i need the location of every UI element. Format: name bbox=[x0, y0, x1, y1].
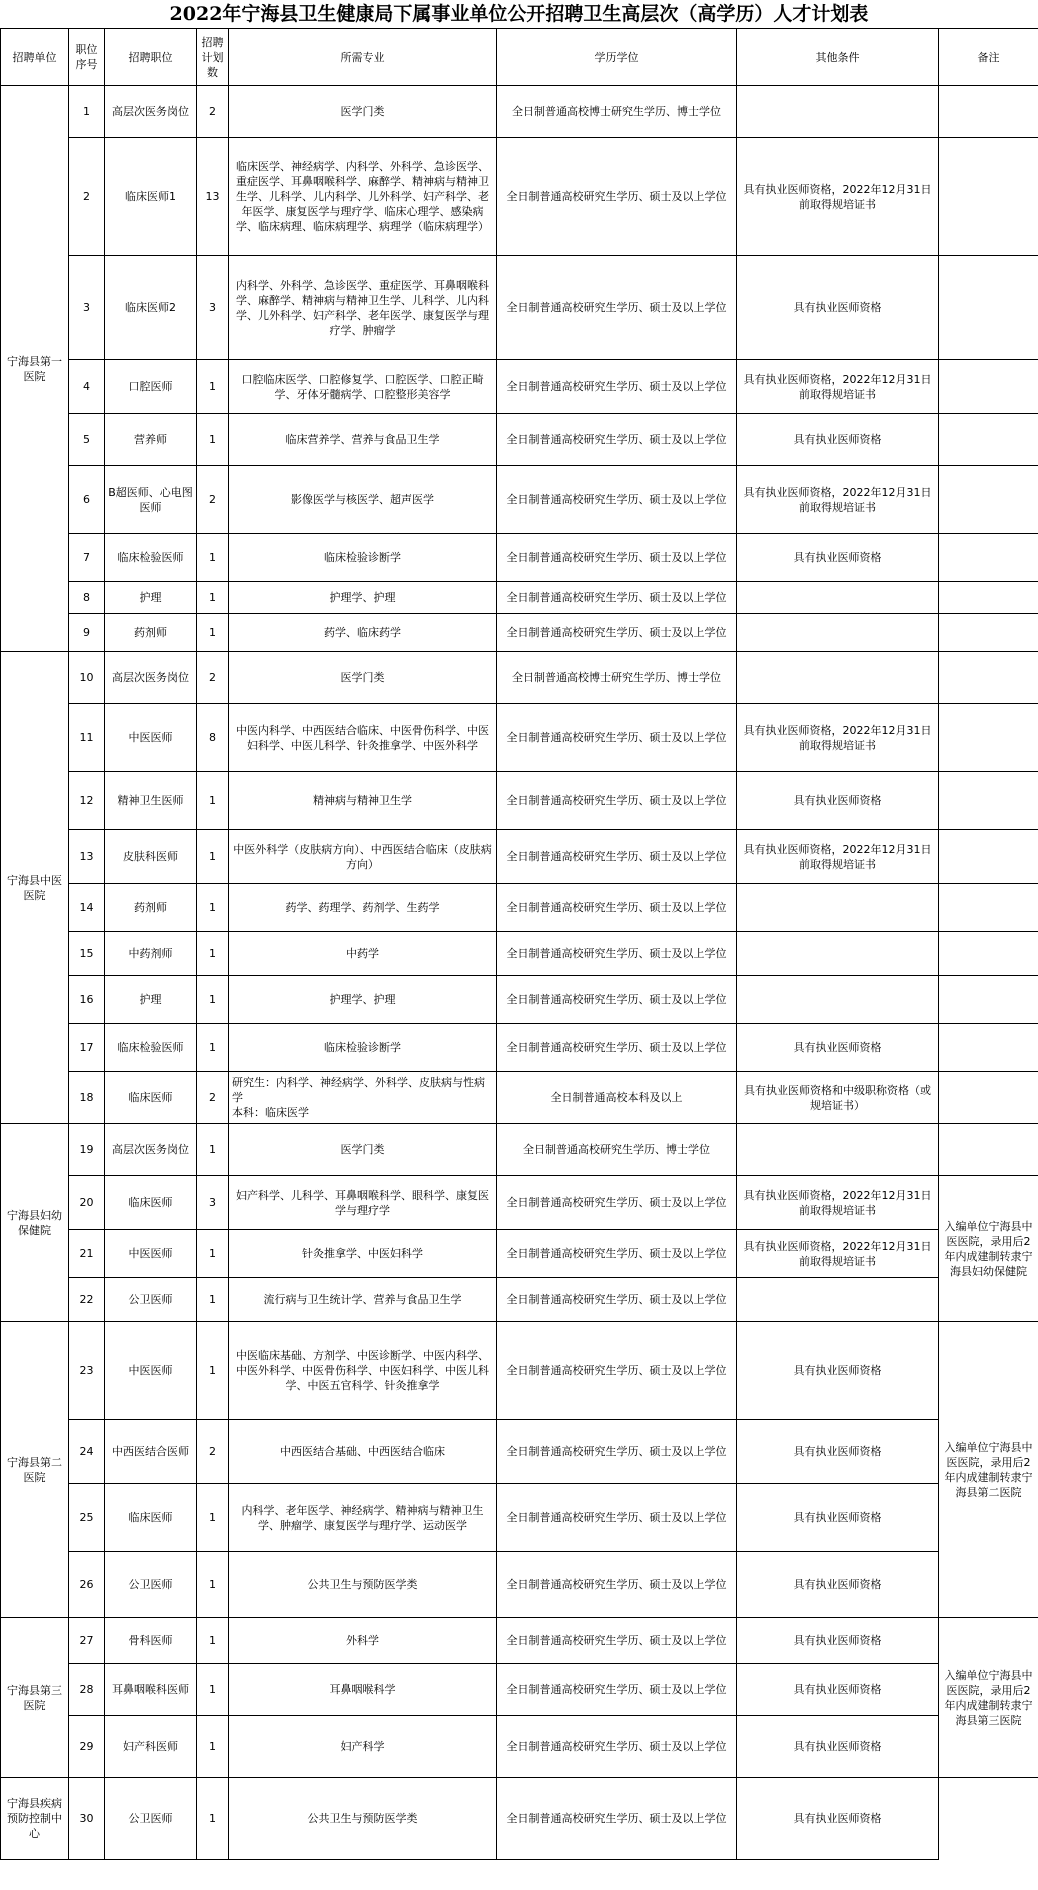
cell-position: 中药剂师 bbox=[105, 932, 197, 976]
cell-position: 临床医师 bbox=[105, 1484, 197, 1552]
cell-position: 护理 bbox=[105, 976, 197, 1024]
cell-major: 中医临床基础、方剂学、中医诊断学、中医内科学、中医外科学、中医骨伤科学、中医妇科学、中医儿科学、中医五官科学、针灸推拿学 bbox=[229, 1322, 497, 1420]
cell-position: 骨科医师 bbox=[105, 1618, 197, 1664]
cell-position: 高层次医务岗位 bbox=[105, 652, 197, 704]
cell-position: 临床医师2 bbox=[105, 256, 197, 360]
cell-seq: 9 bbox=[69, 614, 105, 652]
cell-edu: 全日制普通高校研究生学历、硕士及以上学位 bbox=[497, 1420, 737, 1484]
header-major: 所需专业 bbox=[229, 29, 497, 86]
cell-edu: 全日制普通高校研究生学历、硕士及以上学位 bbox=[497, 256, 737, 360]
cell-count: 1 bbox=[197, 360, 229, 414]
table-row bbox=[1, 414, 1038, 466]
cell-other bbox=[737, 976, 939, 1024]
cell-major: 医学门类 bbox=[229, 86, 497, 138]
cell-unit: 宁海县妇幼保健院 bbox=[1, 1124, 69, 1322]
table-row bbox=[1, 256, 1038, 360]
cell-seq: 17 bbox=[69, 1024, 105, 1072]
cell-seq: 19 bbox=[69, 1124, 105, 1176]
cell-major: 公共卫生与预防医学类 bbox=[229, 1778, 497, 1860]
table-row bbox=[1, 1278, 1038, 1322]
cell-major: 公共卫生与预防医学类 bbox=[229, 1552, 497, 1618]
table-row bbox=[1, 1124, 1038, 1176]
cell-note bbox=[939, 582, 1038, 614]
cell-position: 精神卫生医师 bbox=[105, 772, 197, 830]
cell-count: 1 bbox=[197, 534, 229, 582]
cell-major: 妇产科学 bbox=[229, 1716, 497, 1778]
cell-note bbox=[939, 1024, 1038, 1072]
table-row bbox=[1, 614, 1038, 652]
cell-count: 1 bbox=[197, 1716, 229, 1778]
cell-seq: 20 bbox=[69, 1176, 105, 1230]
cell-note bbox=[939, 466, 1038, 534]
cell-seq: 23 bbox=[69, 1322, 105, 1420]
cell-other: 具有执业医师资格 bbox=[737, 1484, 939, 1552]
table-row bbox=[1, 86, 1038, 138]
cell-unit: 宁海县第二医院 bbox=[1, 1322, 69, 1618]
cell-seq: 7 bbox=[69, 534, 105, 582]
cell-other bbox=[737, 1124, 939, 1176]
cell-position: 高层次医务岗位 bbox=[105, 1124, 197, 1176]
cell-seq: 18 bbox=[69, 1072, 105, 1124]
table-row bbox=[1, 1230, 1038, 1278]
cell-position: 药剂师 bbox=[105, 614, 197, 652]
cell-count: 1 bbox=[197, 1552, 229, 1618]
cell-count: 2 bbox=[197, 1420, 229, 1484]
table-row bbox=[1, 360, 1038, 414]
table-row bbox=[1, 704, 1038, 772]
table-row bbox=[1, 582, 1038, 614]
cell-other: 具有执业医师资格，2022年12月31日前取得规培证书 bbox=[737, 466, 939, 534]
cell-edu: 全日制普通高校研究生学历、硕士及以上学位 bbox=[497, 1322, 737, 1420]
cell-count: 3 bbox=[197, 256, 229, 360]
cell-note bbox=[939, 1124, 1038, 1176]
cell-major: 研究生：内科学、神经病学、外科学、皮肤病与性病学 本科：临床医学 bbox=[229, 1072, 497, 1124]
table-row bbox=[1, 884, 1038, 932]
cell-position: 临床医师 bbox=[105, 1176, 197, 1230]
cell-position: 营养师 bbox=[105, 414, 197, 466]
cell-seq: 5 bbox=[69, 414, 105, 466]
cell-major: 精神病与精神卫生学 bbox=[229, 772, 497, 830]
recruitment-table bbox=[0, 28, 1038, 1860]
cell-seq: 3 bbox=[69, 256, 105, 360]
cell-seq: 4 bbox=[69, 360, 105, 414]
cell-major: 外科学 bbox=[229, 1618, 497, 1664]
cell-edu: 全日制普通高校研究生学历、硕士及以上学位 bbox=[497, 884, 737, 932]
cell-position: 中西医结合医师 bbox=[105, 1420, 197, 1484]
cell-count: 2 bbox=[197, 652, 229, 704]
table-row bbox=[1, 1618, 1038, 1664]
cell-note bbox=[939, 772, 1038, 830]
cell-major: 医学门类 bbox=[229, 652, 497, 704]
cell-note bbox=[939, 932, 1038, 976]
cell-position: 高层次医务岗位 bbox=[105, 86, 197, 138]
cell-position: 临床检验医师 bbox=[105, 534, 197, 582]
cell-unit: 宁海县第一医院 bbox=[1, 86, 69, 652]
table-row bbox=[1, 1664, 1038, 1716]
cell-count: 1 bbox=[197, 582, 229, 614]
cell-edu: 全日制普通高校研究生学历、硕士及以上学位 bbox=[497, 534, 737, 582]
cell-seq: 12 bbox=[69, 772, 105, 830]
cell-major: 妇产科学、儿科学、耳鼻咽喉科学、眼科学、康复医学与理疗学 bbox=[229, 1176, 497, 1230]
cell-position: 临床检验医师 bbox=[105, 1024, 197, 1072]
table-row bbox=[1, 830, 1038, 884]
cell-edu: 全日制普通高校研究生学历、硕士及以上学位 bbox=[497, 1552, 737, 1618]
cell-major: 药学、临床药学 bbox=[229, 614, 497, 652]
cell-major: 流行病与卫生统计学、营养与食品卫生学 bbox=[229, 1278, 497, 1322]
cell-seq: 13 bbox=[69, 830, 105, 884]
cell-edu: 全日制普通高校研究生学历、硕士及以上学位 bbox=[497, 1716, 737, 1778]
cell-seq: 22 bbox=[69, 1278, 105, 1322]
cell-edu: 全日制普通高校研究生学历、硕士及以上学位 bbox=[497, 932, 737, 976]
cell-position: 临床医师 bbox=[105, 1072, 197, 1124]
cell-note bbox=[939, 652, 1038, 704]
cell-other: 具有执业医师资格，2022年12月31日前取得规培证书 bbox=[737, 830, 939, 884]
cell-major: 耳鼻咽喉科学 bbox=[229, 1664, 497, 1716]
cell-count: 1 bbox=[197, 1618, 229, 1664]
cell-count: 2 bbox=[197, 1072, 229, 1124]
cell-other bbox=[737, 614, 939, 652]
cell-seq: 26 bbox=[69, 1552, 105, 1618]
cell-major: 临床检验诊断学 bbox=[229, 1024, 497, 1072]
cell-edu: 全日制普通高校研究生学历、硕士及以上学位 bbox=[497, 1484, 737, 1552]
cell-count: 1 bbox=[197, 1124, 229, 1176]
table-row bbox=[1, 1552, 1038, 1618]
table-row bbox=[1, 534, 1038, 582]
cell-seq: 30 bbox=[69, 1778, 105, 1860]
cell-position: B超医师、心电图医师 bbox=[105, 466, 197, 534]
cell-edu: 全日制普通高校研究生学历、硕士及以上学位 bbox=[497, 614, 737, 652]
cell-note bbox=[939, 614, 1038, 652]
table-row bbox=[1, 976, 1038, 1024]
cell-seq: 28 bbox=[69, 1664, 105, 1716]
cell-other bbox=[737, 932, 939, 976]
cell-edu: 全日制普通高校研究生学历、硕士及以上学位 bbox=[497, 1278, 737, 1322]
cell-count: 2 bbox=[197, 466, 229, 534]
cell-major: 中西医结合基础、中西医结合临床 bbox=[229, 1420, 497, 1484]
table-row bbox=[1, 1420, 1038, 1484]
cell-count: 1 bbox=[197, 830, 229, 884]
cell-count: 13 bbox=[197, 138, 229, 256]
cell-count: 1 bbox=[197, 1230, 229, 1278]
cell-seq: 1 bbox=[69, 86, 105, 138]
cell-other bbox=[737, 1278, 939, 1322]
cell-count: 1 bbox=[197, 1024, 229, 1072]
cell-count: 1 bbox=[197, 932, 229, 976]
cell-major: 中医内科学、中西医结合临床、中医骨伤科学、中医妇科学、中医儿科学、针灸推拿学、中医外科学 bbox=[229, 704, 497, 772]
header-edu: 学历学位 bbox=[497, 29, 737, 86]
cell-count: 1 bbox=[197, 1278, 229, 1322]
cell-edu: 全日制普通高校研究生学历、硕士及以上学位 bbox=[497, 414, 737, 466]
table-row bbox=[1, 932, 1038, 976]
cell-note bbox=[939, 86, 1038, 138]
cell-major: 医学门类 bbox=[229, 1124, 497, 1176]
cell-count: 1 bbox=[197, 414, 229, 466]
header-other: 其他条件 bbox=[737, 29, 939, 86]
cell-major: 针灸推拿学、中医妇科学 bbox=[229, 1230, 497, 1278]
cell-note bbox=[939, 704, 1038, 772]
header-seq: 职位序号 bbox=[69, 29, 105, 86]
cell-note bbox=[939, 414, 1038, 466]
cell-other: 具有执业医师资格 bbox=[737, 1716, 939, 1778]
cell-note bbox=[939, 256, 1038, 360]
cell-unit: 宁海县第三医院 bbox=[1, 1618, 69, 1778]
cell-unit: 宁海县疾病预防控制中心 bbox=[1, 1778, 69, 1860]
cell-position: 口腔医师 bbox=[105, 360, 197, 414]
cell-other: 具有执业医师资格 bbox=[737, 1778, 939, 1860]
cell-edu: 全日制普通高校研究生学历、硕士及以上学位 bbox=[497, 1176, 737, 1230]
cell-other: 具有执业医师资格，2022年12月31日前取得规培证书 bbox=[737, 360, 939, 414]
header-unit: 招聘单位 bbox=[1, 29, 69, 86]
cell-other: 具有执业医师资格 bbox=[737, 772, 939, 830]
table-row bbox=[1, 466, 1038, 534]
table-row bbox=[1, 1072, 1038, 1124]
cell-major: 护理学、护理 bbox=[229, 976, 497, 1024]
cell-count: 8 bbox=[197, 704, 229, 772]
cell-position: 中医医师 bbox=[105, 1322, 197, 1420]
cell-note: 入编单位宁海县中医医院，录用后2年内成建制转隶宁海县第三医院 bbox=[939, 1618, 1038, 1778]
cell-other: 具有执业医师资格 bbox=[737, 1024, 939, 1072]
cell-edu: 全日制普通高校研究生学历、硕士及以上学位 bbox=[497, 138, 737, 256]
cell-major: 内科学、老年医学、神经病学、精神病与精神卫生学、肿瘤学、康复医学与理疗学、运动医学 bbox=[229, 1484, 497, 1552]
cell-other: 具有执业医师资格 bbox=[737, 534, 939, 582]
cell-count: 1 bbox=[197, 884, 229, 932]
cell-note bbox=[939, 534, 1038, 582]
table-row bbox=[1, 1484, 1038, 1552]
cell-other: 具有执业医师资格，2022年12月31日前取得规培证书 bbox=[737, 1230, 939, 1278]
cell-other bbox=[737, 884, 939, 932]
cell-other: 具有执业医师资格，2022年12月31日前取得规培证书 bbox=[737, 704, 939, 772]
cell-seq: 14 bbox=[69, 884, 105, 932]
cell-other: 具有执业医师资格 bbox=[737, 1552, 939, 1618]
cell-edu: 全日制普通高校研究生学历、硕士及以上学位 bbox=[497, 466, 737, 534]
cell-seq: 15 bbox=[69, 932, 105, 976]
cell-position: 皮肤科医师 bbox=[105, 830, 197, 884]
cell-position: 耳鼻咽喉科医师 bbox=[105, 1664, 197, 1716]
cell-major: 临床医学、神经病学、内科学、外科学、急诊医学、重症医学、耳鼻咽喉科学、麻醉学、精神病与精神卫生学、儿科学、儿内科学、儿外科学、妇产科学、老年医学、康复医学与理疗学、临床心理学、感染病学、临床病理、临床病理学、病理学（临床病理学） bbox=[229, 138, 497, 256]
cell-position: 药剂师 bbox=[105, 884, 197, 932]
cell-count: 1 bbox=[197, 1664, 229, 1716]
cell-edu: 全日制普通高校研究生学历、硕士及以上学位 bbox=[497, 976, 737, 1024]
cell-edu: 全日制普通高校研究生学历、硕士及以上学位 bbox=[497, 1230, 737, 1278]
cell-seq: 10 bbox=[69, 652, 105, 704]
cell-edu: 全日制普通高校研究生学历、硕士及以上学位 bbox=[497, 582, 737, 614]
cell-unit: 宁海县中医医院 bbox=[1, 652, 69, 1124]
cell-other: 具有执业医师资格和中级职称资格（或规培证书） bbox=[737, 1072, 939, 1124]
table-row bbox=[1, 1176, 1038, 1230]
header-position: 招聘职位 bbox=[105, 29, 197, 86]
cell-edu: 全日制普通高校研究生学历、硕士及以上学位 bbox=[497, 1664, 737, 1716]
cell-edu: 全日制普通高校研究生学历、硕士及以上学位 bbox=[497, 1024, 737, 1072]
cell-other: 具有执业医师资格 bbox=[737, 256, 939, 360]
cell-seq: 11 bbox=[69, 704, 105, 772]
cell-major: 护理学、护理 bbox=[229, 582, 497, 614]
table-row bbox=[1, 1716, 1038, 1778]
header-row bbox=[1, 29, 1038, 86]
cell-note bbox=[939, 976, 1038, 1024]
cell-edu: 全日制普通高校本科及以上 bbox=[497, 1072, 737, 1124]
cell-position: 公卫医师 bbox=[105, 1778, 197, 1860]
cell-position: 中医医师 bbox=[105, 1230, 197, 1278]
cell-count: 1 bbox=[197, 1484, 229, 1552]
cell-edu: 全日制普通高校研究生学历、硕士及以上学位 bbox=[497, 1778, 737, 1860]
cell-count: 3 bbox=[197, 1176, 229, 1230]
cell-edu: 全日制普通高校博士研究生学历、博士学位 bbox=[497, 86, 737, 138]
cell-seq: 27 bbox=[69, 1618, 105, 1664]
cell-note bbox=[939, 138, 1038, 256]
table-row bbox=[1, 652, 1038, 704]
cell-edu: 全日制普通高校博士研究生学历、博士学位 bbox=[497, 652, 737, 704]
header-count: 招聘计划数 bbox=[197, 29, 229, 86]
cell-count: 1 bbox=[197, 772, 229, 830]
cell-other bbox=[737, 582, 939, 614]
table-row bbox=[1, 138, 1038, 256]
cell-other: 具有执业医师资格 bbox=[737, 1618, 939, 1664]
table-row bbox=[1, 1778, 1038, 1860]
cell-edu: 全日制普通高校研究生学历、硕士及以上学位 bbox=[497, 704, 737, 772]
cell-major: 中药学 bbox=[229, 932, 497, 976]
cell-note: 入编单位宁海县中医医院，录用后2年内成建制转隶宁海县第二医院 bbox=[939, 1322, 1038, 1618]
cell-position: 妇产科医师 bbox=[105, 1716, 197, 1778]
cell-seq: 21 bbox=[69, 1230, 105, 1278]
cell-major: 口腔临床医学、口腔修复学、口腔医学、口腔正畸学、牙体牙髓病学、口腔整形美容学 bbox=[229, 360, 497, 414]
cell-other: 具有执业医师资格 bbox=[737, 1420, 939, 1484]
cell-count: 1 bbox=[197, 1322, 229, 1420]
cell-other: 具有执业医师资格 bbox=[737, 1322, 939, 1420]
cell-note bbox=[939, 884, 1038, 932]
cell-seq: 25 bbox=[69, 1484, 105, 1552]
cell-count: 2 bbox=[197, 86, 229, 138]
cell-seq: 6 bbox=[69, 466, 105, 534]
table-row bbox=[1, 1024, 1038, 1072]
cell-note: 入编单位宁海县中医医院，录用后2年内成建制转隶宁海县妇幼保健院 bbox=[939, 1176, 1038, 1322]
cell-other: 具有执业医师资格，2022年12月31日前取得规培证书 bbox=[737, 1176, 939, 1230]
table-row bbox=[1, 772, 1038, 830]
cell-position: 中医医师 bbox=[105, 704, 197, 772]
cell-edu: 全日制普通高校研究生学历、硕士及以上学位 bbox=[497, 1618, 737, 1664]
cell-other: 具有执业医师资格 bbox=[737, 1664, 939, 1716]
cell-other bbox=[737, 86, 939, 138]
page-title: 2022年宁海县卫生健康局下属事业单位公开招聘卫生高层次（高学历）人才计划表 bbox=[169, 3, 869, 25]
cell-position: 公卫医师 bbox=[105, 1552, 197, 1618]
header-note: 备注 bbox=[939, 29, 1038, 86]
table-body bbox=[1, 86, 1038, 1860]
cell-note bbox=[939, 830, 1038, 884]
cell-note bbox=[939, 1072, 1038, 1124]
cell-major: 内科学、外科学、急诊医学、重症医学、耳鼻咽喉科学、麻醉学、精神病与精神卫生学、儿科学、儿内科学、儿外科学、妇产科学、老年医学、康复医学与理疗学、肿瘤学 bbox=[229, 256, 497, 360]
cell-major: 中医外科学（皮肤病方向）、中西医结合临床（皮肤病方向） bbox=[229, 830, 497, 884]
cell-edu: 全日制普通高校研究生学历、硕士及以上学位 bbox=[497, 360, 737, 414]
cell-seq: 16 bbox=[69, 976, 105, 1024]
cell-position: 公卫医师 bbox=[105, 1278, 197, 1322]
cell-seq: 24 bbox=[69, 1420, 105, 1484]
cell-position: 护理 bbox=[105, 582, 197, 614]
cell-edu: 全日制普通高校研究生学历、硕士及以上学位 bbox=[497, 772, 737, 830]
cell-other: 具有执业医师资格 bbox=[737, 414, 939, 466]
cell-position: 临床医师1 bbox=[105, 138, 197, 256]
cell-count: 1 bbox=[197, 614, 229, 652]
cell-major: 临床检验诊断学 bbox=[229, 534, 497, 582]
cell-note bbox=[939, 360, 1038, 414]
cell-edu: 全日制普通高校研究生学历、博士学位 bbox=[497, 1124, 737, 1176]
cell-other: 具有执业医师资格，2022年12月31日前取得规培证书 bbox=[737, 138, 939, 256]
table-row bbox=[1, 1322, 1038, 1420]
cell-count: 1 bbox=[197, 1778, 229, 1860]
cell-major: 药学、药理学、药剂学、生药学 bbox=[229, 884, 497, 932]
cell-seq: 2 bbox=[69, 138, 105, 256]
cell-count: 1 bbox=[197, 976, 229, 1024]
cell-major: 临床营养学、营养与食品卫生学 bbox=[229, 414, 497, 466]
cell-other bbox=[737, 652, 939, 704]
cell-major: 影像医学与核医学、超声医学 bbox=[229, 466, 497, 534]
cell-edu: 全日制普通高校研究生学历、硕士及以上学位 bbox=[497, 830, 737, 884]
cell-seq: 29 bbox=[69, 1716, 105, 1778]
cell-seq: 8 bbox=[69, 582, 105, 614]
